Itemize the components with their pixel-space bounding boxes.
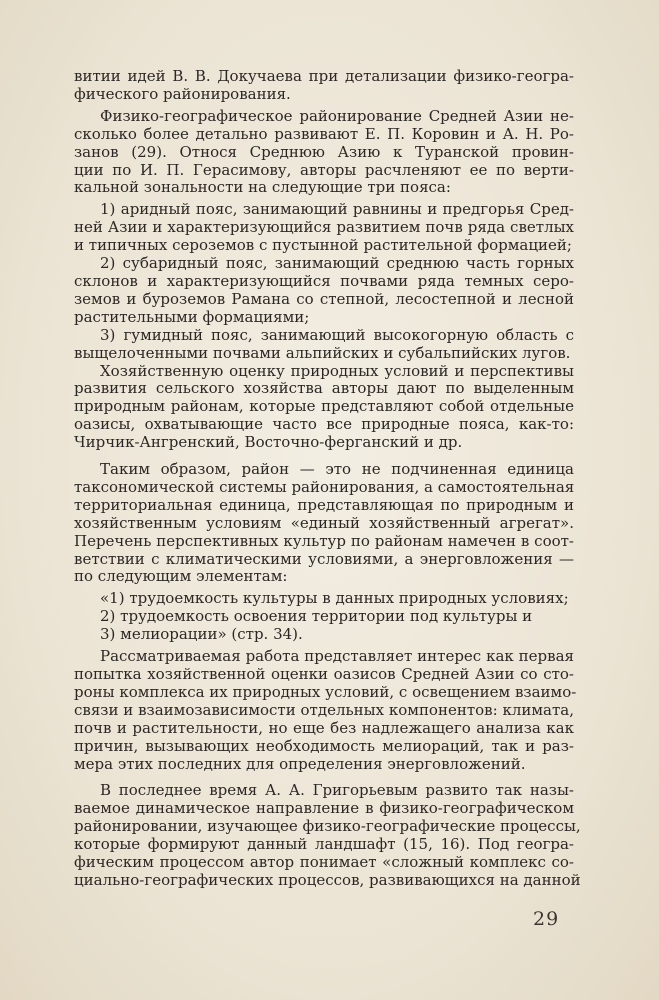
text-line: В последнее время А. А. Григорьевым развито так назы- xyxy=(100,781,574,800)
text-line: районировании, изучающее физико-географические процессы, xyxy=(74,817,581,836)
paragraph xyxy=(74,363,574,453)
text-line: ции по И. П. Герасимову, авторы расчленяют ее по верти- xyxy=(74,160,574,179)
text-line: фическим процессом автор понимает «сложный комплекс со- xyxy=(74,853,574,872)
text-line: кальной зональности на следующие три пояса: xyxy=(74,178,451,197)
text-line: Перечень перспективных культур по районам намечен в соот- xyxy=(74,531,574,550)
text-line: таксономической системы районирования, а самостоятельная xyxy=(74,477,575,496)
paragraph xyxy=(74,647,577,773)
paragraph xyxy=(74,781,581,889)
text-line: оазисы, охватывающие часто все природные пояса, как-то: xyxy=(74,415,574,434)
text-line: выщелоченными почвами альпийских и субальпийских лугов. xyxy=(74,343,571,362)
text-line: Чирчик-Ангренский, Восточно-ферганский и др. xyxy=(74,433,463,452)
text-line: растительными формациями; xyxy=(74,307,310,326)
text-line: Физико-географическое районирование Средней Азии не- xyxy=(100,106,574,125)
paragraph xyxy=(74,461,574,586)
text-line: связи и взаимозависимости отдельных компонентов: климата, xyxy=(74,700,574,719)
text-line: 3) гумидный пояс, занимающий высокогорную область с xyxy=(100,325,574,344)
text-line: Хозяйственную оценку природных условий и перспективы xyxy=(100,361,574,380)
page-number: 29 xyxy=(533,908,560,930)
text-line: земов и буроземов Рамана со степной, лесостепной и лесной xyxy=(74,289,574,308)
text-line: природным районам, которые представляют собой отдельные xyxy=(74,397,574,416)
text-line: витии идей В. В. Докучаева при детализации физико-геогра- xyxy=(74,67,574,85)
text-line: ваемое динамическое направление в физико-географическом xyxy=(74,799,574,818)
text-line: 2) трудоемкость освоения территории под культуры и xyxy=(100,607,533,626)
text-line: и типичных сероземов с пустынной растительной формацией; xyxy=(74,236,572,255)
text-line: мера этих последних для определения энерговложений. xyxy=(74,754,526,773)
text-line: по следующим элементам: xyxy=(74,567,288,586)
list-item xyxy=(74,201,574,255)
text-line: развития сельского хозяйства авторы дают по выделенным xyxy=(74,379,574,398)
text-line: сколько более детально развивают Е. П. Коровин и А. Н. Ро- xyxy=(74,124,574,143)
text-line: 3) мелиорации» (стр. 34). xyxy=(100,625,303,644)
text-line: хозяйственным условиям «единый хозяйственный агрегат». xyxy=(74,513,574,532)
text-line: 1) аридный пояс, занимающий равнины и предгорья Сред- xyxy=(100,200,574,219)
text-line: территориальная единица, представляющая по природным и xyxy=(74,495,574,514)
list-item xyxy=(74,327,574,363)
text-line: Таким образом, район — это не подчиненная единица xyxy=(100,460,574,479)
quote-list xyxy=(74,590,574,644)
text-line: причин, вызывающих необходимость мелиораций, так и раз- xyxy=(74,736,574,755)
text-line: склонов и характеризующийся почвами ряда темных серо- xyxy=(74,271,574,290)
text-line: занов (29). Относя Среднюю Азию к Туранской провин- xyxy=(74,142,574,161)
text-line: «1) трудоемкость культуры в данных природных условиях; xyxy=(100,589,569,608)
paragraph xyxy=(74,68,574,104)
text-line: циально-географических процессов, развивающихся на данной xyxy=(74,870,581,889)
text-line: которые формируют данный ландшафт (15, 16). Под геогра- xyxy=(74,835,574,854)
text-line: ней Азии и характеризующийся развитием почв ряда светлых xyxy=(74,218,574,237)
list-item xyxy=(74,255,574,327)
text-line: почв и растительности, но еще без надлежащего анализа как xyxy=(74,718,574,737)
text-line: ветствии с климатическими условиями, а энерговложения — xyxy=(74,549,574,568)
text-line: 2) субаридный пояс, занимающий среднюю часть горных xyxy=(100,254,574,273)
page-text xyxy=(74,67,581,890)
text-line: фического районирования. xyxy=(74,84,291,103)
paragraph xyxy=(74,108,574,198)
text-line: попытка хозяйственной оценки оазисов Средней Азии со сто- xyxy=(74,665,574,683)
text-line: Рассматриваемая работа представляет интерес как первая xyxy=(100,647,574,666)
text-line: роны комплекса их природных условий, с освещением взаимо- xyxy=(74,682,577,701)
